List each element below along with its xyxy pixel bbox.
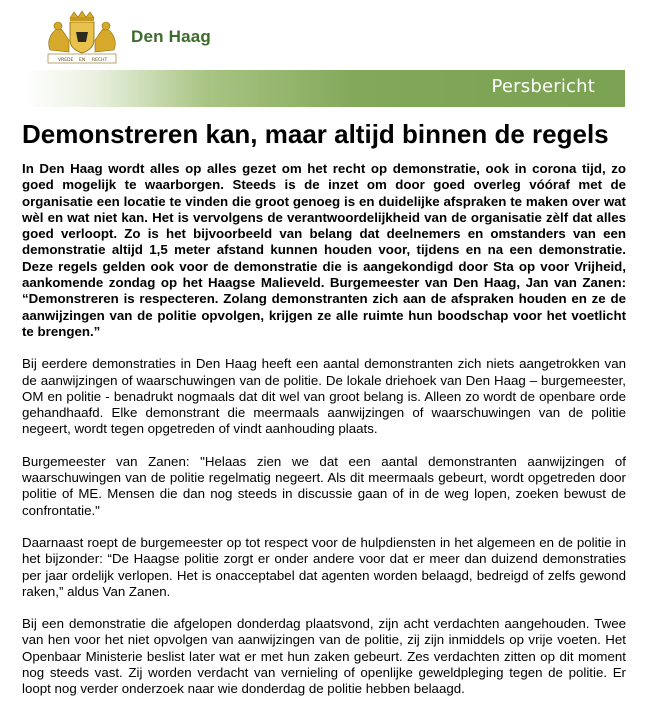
- section-label: Persbericht: [491, 76, 595, 97]
- svg-text:RECHT: RECHT: [92, 58, 108, 63]
- den-haag-coat-of-arms-logo: [42, 10, 122, 64]
- svg-text:EN: EN: [79, 58, 86, 63]
- lead-paragraph: In Den Haag wordt alles op alles gezet om het recht op demonstratie, ook in corona tijd, zo goed mogelijk te waarborgen. Steeds is de inzet om door goed overleg vóóraf met de organisatie een locatie te vinden die groot genoeg is en duidelijke afspraken te maken over wat wèl en wat niet kan. Het is vervolgens de verantwoordelijkheid van de organisatie zèlf dat alles goed verloopt. Zo is het bijvoorbeeld van belang dat deelnemers en omstanders van een demonstratie altijd 1,5 meter afstand kunnen houden voor, tijdens en na een demonstratie. Deze regels gelden ook voor de demonstratie die is aangekondigd door Sta op voor Vrijheid, aankomende zondag op het Haagse Malieveld. Burgemeester van Den Haag, Jan van Zanen: “Demonstreren is respecteren. Zolang demonstranten zich aan de afspraken houden en ze de aanwijzingen van de politie opvolgen, krijgen ze alle ruimte hun boodschap voor het voetlicht te brengen.”: [22, 161, 626, 339]
- article-title: Demonstreren kan, maar altijd binnen de regels: [22, 119, 609, 149]
- brand-name[interactable]: Den Haag: [131, 27, 212, 46]
- body-paragraph: Bij eerdere demonstraties in Den Haag heeft een aantal demonstranten zich niets aangetrokken van de aanwijzingen of waarschuwingen van de politie. De lokale driehoek van Den Haag – burgemeester, OM en politie - benadrukt nogmaals dat dit wel van groot belang is. Alleen zo wordt de openbare orde gehandhaafd. Elke demonstrant die meermaals aanwijzingen of waarschuwingen van de politie negeert, wordt tegen opgetreden of vindt aanhouding plaats.: [22, 356, 626, 437]
- svg-text:VREDE: VREDE: [58, 58, 74, 63]
- article-body: [22, 161, 626, 714]
- body-paragraph: Daarnaast roept de burgemeester op tot respect voor de hulpdiensten in het algemeen en de politie in het bijzonder: “De Haagse politie zorgt er onder andere voor dat er meer dan duizend demonstraties per jaar ordelijk verlopen. Het is onacceptabel dat agenten worden belaagd, bedreigd of zelfs gewond raken,” aldus Van Zanen.: [22, 534, 626, 599]
- press-release-banner: [25, 70, 625, 107]
- page-header: [0, 0, 647, 70]
- body-paragraph: Burgemeester van Zanen: "Helaas zien we dat een aantal demonstranten aanwijzingen of waarschuwingen van de politie regelmatig negeert. Als dit meermaals gebeurt, wordt opgetreden door politie of ME. Mensen die dan nog steeds in discussie gaan of in de weg lopen, zoeken bewust de confrontatie.": [22, 453, 626, 518]
- body-paragraph: Bij een demonstratie die afgelopen donderdag plaatsvond, zijn acht verdachten aangehouden. Twee van hen voor het niet opvolgen van aanwijzingen van de politie, zij zijn inmiddels op vrije voeten. Het Openbaar Ministerie beslist later wat er met hun zaken gebeurt. Zes verdachten zitten op dit moment nog steeds vast. Zij worden verdacht van vernieling of openlijke geweldpleging tegen de politie. Er loopt nog verder onderzoek naar wie donderdag de politie hebben belaagd.: [22, 616, 626, 697]
